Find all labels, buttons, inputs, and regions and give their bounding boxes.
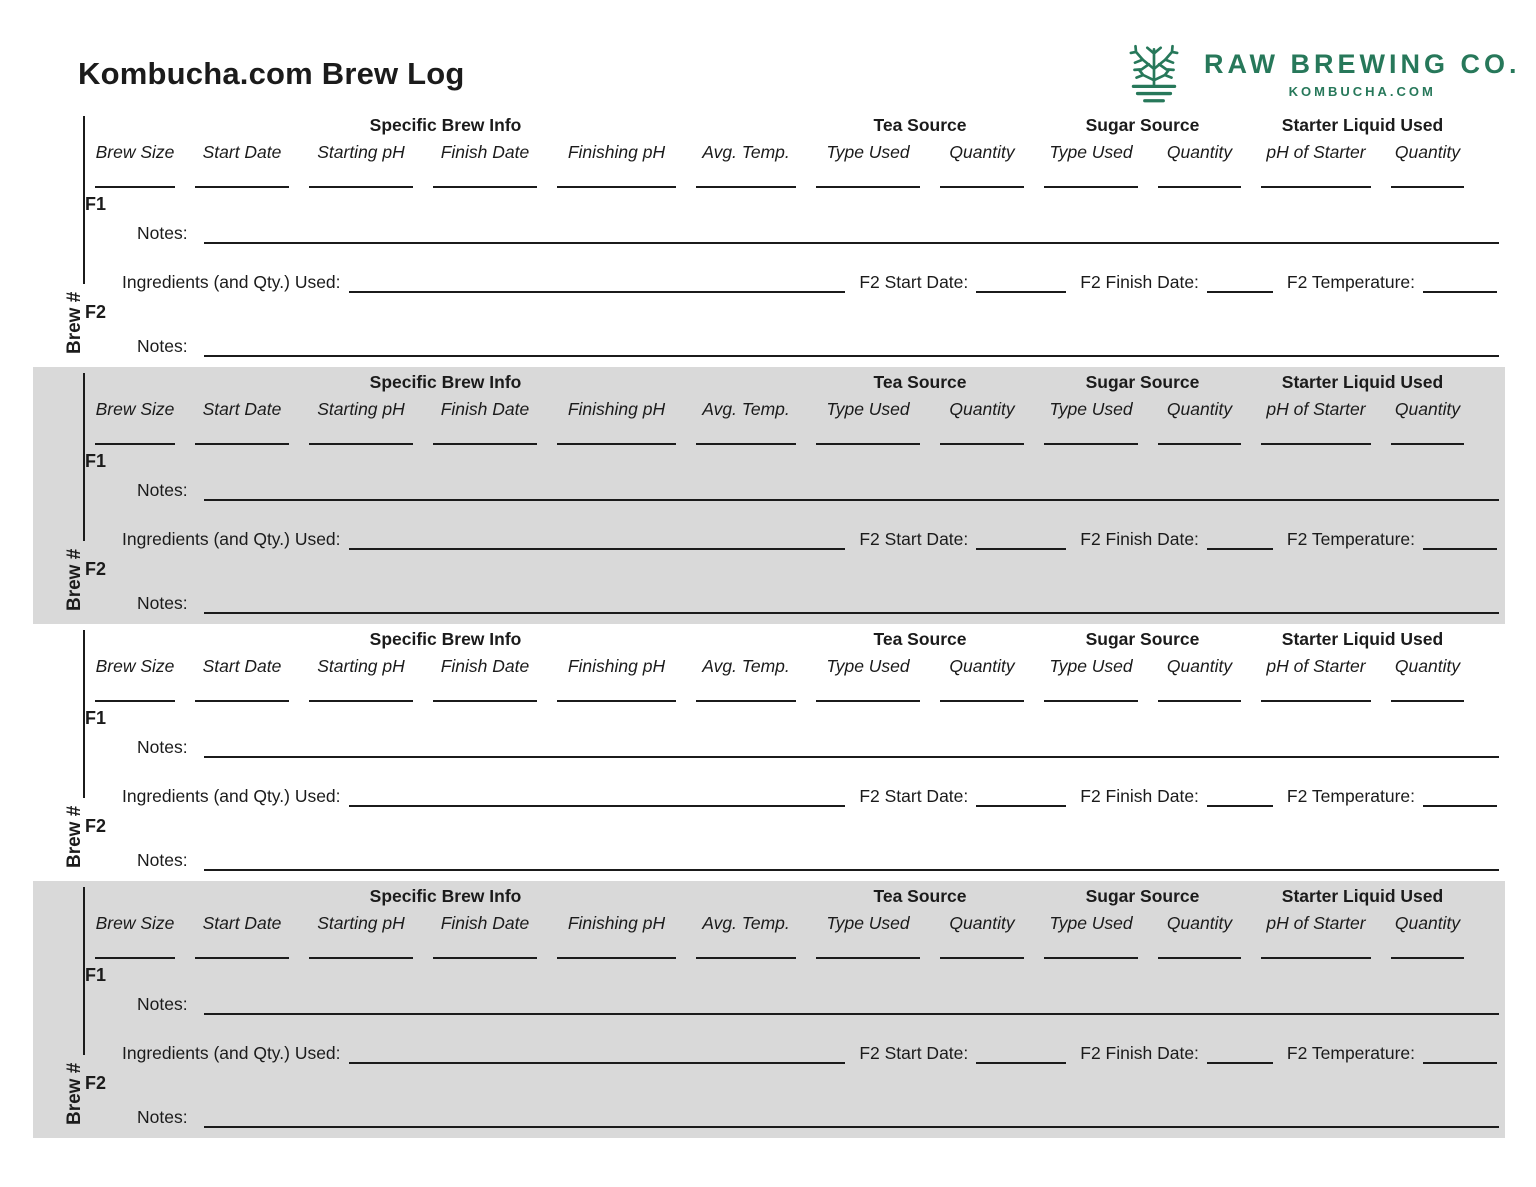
f1-blanks-row: [85, 180, 1505, 188]
f1-notes-blank-line: [204, 1013, 1499, 1015]
blank-ph-of-starter: [1261, 180, 1371, 188]
ingredients-blank-line: [349, 548, 846, 550]
blank-sugar-type-used: [1044, 951, 1138, 959]
blank-starter-quantity: [1391, 180, 1464, 188]
f2-notes-blank-line: [204, 1126, 1499, 1128]
brew-number-label: Brew #: [64, 291, 85, 354]
blank-starting-ph: [309, 180, 413, 188]
f2-finish-date-label: F2 Finish Date:: [1080, 786, 1199, 806]
blank-tea-quantity: [940, 180, 1024, 188]
blank-finish-date: [433, 437, 537, 445]
group-header-sugar-source: Sugar Source: [1085, 372, 1200, 392]
ingredients-blank-line: [349, 1062, 846, 1064]
blank-sugar-quantity: [1158, 180, 1241, 188]
col-header-avg-temp: Avg. Temp.: [702, 656, 790, 676]
brew-sections: [0, 110, 1536, 1138]
blank-starter-quantity: [1391, 694, 1464, 702]
blank-ph-of-starter: [1261, 951, 1371, 959]
blank-avg-temp: [696, 951, 796, 959]
col-header-ph-of-starter: pH of Starter: [1266, 656, 1366, 676]
f2-notes-label: Notes:: [137, 850, 188, 870]
col-header-tea-quantity: Quantity: [949, 142, 1015, 162]
blank-finish-date: [433, 951, 537, 959]
f1-blanks-row: [85, 437, 1505, 445]
group-header-starter-liquid-used: Starter Liquid Used: [1281, 115, 1444, 135]
col-header-sugar-type-used: Type Used: [1049, 913, 1133, 933]
f1-notes-blank-line: [204, 756, 1499, 758]
blank-tea-type-used: [816, 437, 920, 445]
f2-notes-row: [137, 1102, 1499, 1128]
col-header-brew-size: Brew Size: [95, 142, 175, 162]
f1-notes-blank-line: [204, 242, 1499, 244]
f2-temperature-label: F2 Temperature:: [1286, 272, 1415, 292]
f2-info-row: [122, 524, 1497, 550]
tree-in-circle-icon: [1120, 38, 1188, 110]
brew-section-3: [33, 624, 1505, 881]
blank-tea-type-used: [816, 694, 920, 702]
blank-tea-quantity: [940, 694, 1024, 702]
col-header-starter-quantity: Quantity: [1394, 142, 1461, 162]
blank-finishing-ph: [557, 180, 676, 188]
group-header-specific-brew-info: Specific Brew Info: [369, 629, 522, 649]
group-header-starter-liquid-used: Starter Liquid Used: [1281, 629, 1444, 649]
f2-notes-row: [137, 845, 1499, 871]
col-header-finish-date: Finish Date: [440, 656, 530, 676]
col-header-tea-type-used: Type Used: [826, 656, 910, 676]
column-header-row: [85, 142, 1505, 163]
logo-company-name: RAW BREWING CO.: [1204, 49, 1521, 79]
group-header-tea-source: Tea Source: [873, 886, 967, 906]
col-header-sugar-type-used: Type Used: [1049, 656, 1133, 676]
f2-notes-label: Notes:: [137, 593, 188, 613]
col-header-starting-ph: Starting pH: [317, 656, 405, 676]
group-header-tea-source: Tea Source: [873, 115, 967, 135]
col-header-finish-date: Finish Date: [440, 142, 530, 162]
ingredients-blank-line: [349, 805, 846, 807]
blank-starting-ph: [309, 437, 413, 445]
f2-label: F2: [85, 1073, 107, 1093]
f2-start-date-label: F2 Start Date:: [859, 529, 969, 549]
group-header-row: [85, 372, 1505, 393]
brew-section-2: [33, 367, 1505, 624]
col-header-tea-type-used: Type Used: [826, 399, 910, 419]
col-header-sugar-quantity: Quantity: [1166, 142, 1233, 162]
col-header-tea-type-used: Type Used: [826, 913, 910, 933]
col-header-sugar-type-used: Type Used: [1049, 399, 1133, 419]
ingredients-label: Ingredients (and Qty.) Used:: [122, 1043, 341, 1063]
blank-avg-temp: [696, 694, 796, 702]
group-header-tea-source: Tea Source: [873, 629, 967, 649]
blank-brew-size: [95, 180, 175, 188]
col-header-avg-temp: Avg. Temp.: [702, 142, 790, 162]
blank-finish-date: [433, 694, 537, 702]
f2-finish-date-label: F2 Finish Date:: [1080, 1043, 1199, 1063]
col-header-ph-of-starter: pH of Starter: [1266, 913, 1366, 933]
group-header-starter-liquid-used: Starter Liquid Used: [1281, 372, 1444, 392]
blank-sugar-type-used: [1044, 180, 1138, 188]
blank-finishing-ph: [557, 437, 676, 445]
blank-sugar-type-used: [1044, 437, 1138, 445]
col-header-ph-of-starter: pH of Starter: [1266, 142, 1366, 162]
blank-finishing-ph: [557, 694, 676, 702]
blank-start-date: [195, 437, 289, 445]
f1-notes-row: [137, 989, 1499, 1015]
f2-start-date-blank-line: [976, 1062, 1066, 1064]
f1-notes-row: [137, 475, 1499, 501]
blank-tea-quantity: [940, 437, 1024, 445]
brew-number-label: Brew #: [64, 548, 85, 611]
f1-notes-row: [137, 732, 1499, 758]
col-header-starter-quantity: Quantity: [1394, 399, 1461, 419]
f2-notes-row: [137, 588, 1499, 614]
f1-label: F1: [85, 965, 107, 985]
blank-start-date: [195, 951, 289, 959]
f2-finish-date-blank-line: [1207, 1062, 1273, 1064]
f2-temperature-label: F2 Temperature:: [1286, 786, 1415, 806]
group-header-sugar-source: Sugar Source: [1085, 629, 1200, 649]
col-header-finish-date: Finish Date: [440, 399, 530, 419]
column-header-row: [85, 913, 1505, 934]
blank-tea-type-used: [816, 180, 920, 188]
f2-notes-blank-line: [204, 612, 1499, 614]
f1-label: F1: [85, 708, 107, 728]
page-header: [0, 0, 1536, 110]
blank-sugar-quantity: [1158, 694, 1241, 702]
blank-ph-of-starter: [1261, 694, 1371, 702]
f2-finish-date-label: F2 Finish Date:: [1080, 529, 1199, 549]
col-header-finishing-ph: Finishing pH: [567, 142, 666, 162]
brew-section-1: [33, 110, 1505, 367]
f2-info-row: [122, 267, 1497, 293]
f2-notes-blank-line: [204, 869, 1499, 871]
col-header-ph-of-starter: pH of Starter: [1266, 399, 1366, 419]
group-header-tea-source: Tea Source: [873, 372, 967, 392]
f1-notes-label: Notes:: [137, 737, 188, 757]
blank-tea-type-used: [816, 951, 920, 959]
col-header-starting-ph: Starting pH: [317, 142, 405, 162]
f2-finish-date-blank-line: [1207, 291, 1273, 293]
col-header-avg-temp: Avg. Temp.: [702, 913, 790, 933]
f2-finish-date-blank-line: [1207, 548, 1273, 550]
col-header-start-date: Start Date: [202, 656, 282, 676]
f1-notes-label: Notes:: [137, 994, 188, 1014]
group-header-row: [85, 629, 1505, 650]
col-header-starter-quantity: Quantity: [1394, 913, 1461, 933]
col-header-finish-date: Finish Date: [440, 913, 530, 933]
blank-start-date: [195, 694, 289, 702]
blank-starting-ph: [309, 694, 413, 702]
group-header-specific-brew-info: Specific Brew Info: [369, 886, 522, 906]
f2-temperature-blank-line: [1423, 291, 1497, 293]
f2-finish-date-blank-line: [1207, 805, 1273, 807]
column-header-row: [85, 656, 1505, 677]
f1-notes-row: [137, 218, 1499, 244]
blank-starter-quantity: [1391, 951, 1464, 959]
f2-start-date-label: F2 Start Date:: [859, 1043, 969, 1063]
col-header-start-date: Start Date: [202, 142, 282, 162]
f1-blanks-row: [85, 951, 1505, 959]
col-header-tea-quantity: Quantity: [949, 913, 1015, 933]
f1-label: F1: [85, 451, 107, 471]
blank-sugar-quantity: [1158, 951, 1241, 959]
f2-temperature-blank-line: [1423, 548, 1497, 550]
f2-temperature-label: F2 Temperature:: [1286, 529, 1415, 549]
blank-starting-ph: [309, 951, 413, 959]
f2-start-date-label: F2 Start Date:: [859, 272, 969, 292]
f2-temperature-label: F2 Temperature:: [1286, 1043, 1415, 1063]
f2-notes-blank-line: [204, 355, 1499, 357]
blank-finishing-ph: [557, 951, 676, 959]
f2-start-date-label: F2 Start Date:: [859, 786, 969, 806]
brew-section-4: [33, 881, 1505, 1138]
col-header-brew-size: Brew Size: [95, 656, 175, 676]
group-header-sugar-source: Sugar Source: [1085, 886, 1200, 906]
blank-brew-size: [95, 694, 175, 702]
raw-brewing-logo: [1120, 38, 1521, 110]
blank-finish-date: [433, 180, 537, 188]
blank-start-date: [195, 180, 289, 188]
col-header-sugar-type-used: Type Used: [1049, 142, 1133, 162]
blank-starter-quantity: [1391, 437, 1464, 445]
blank-brew-size: [95, 437, 175, 445]
col-header-brew-size: Brew Size: [95, 913, 175, 933]
blank-avg-temp: [696, 180, 796, 188]
ingredients-blank-line: [349, 291, 846, 293]
group-header-row: [85, 115, 1505, 136]
blank-sugar-quantity: [1158, 437, 1241, 445]
f2-label: F2: [85, 302, 107, 322]
f1-notes-label: Notes:: [137, 480, 188, 500]
col-header-tea-quantity: Quantity: [949, 399, 1015, 419]
f2-temperature-blank-line: [1423, 1062, 1497, 1064]
col-header-sugar-quantity: Quantity: [1166, 399, 1233, 419]
f2-start-date-blank-line: [976, 548, 1066, 550]
f2-notes-row: [137, 331, 1499, 357]
group-header-sugar-source: Sugar Source: [1085, 115, 1200, 135]
f1-label: F1: [85, 194, 107, 214]
col-header-starting-ph: Starting pH: [317, 913, 405, 933]
f2-temperature-blank-line: [1423, 805, 1497, 807]
group-header-specific-brew-info: Specific Brew Info: [369, 372, 522, 392]
col-header-sugar-quantity: Quantity: [1166, 656, 1233, 676]
col-header-start-date: Start Date: [202, 913, 282, 933]
group-header-starter-liquid-used: Starter Liquid Used: [1281, 886, 1444, 906]
col-header-tea-type-used: Type Used: [826, 142, 910, 162]
ingredients-label: Ingredients (and Qty.) Used:: [122, 272, 341, 292]
f2-finish-date-label: F2 Finish Date:: [1080, 272, 1199, 292]
col-header-sugar-quantity: Quantity: [1166, 913, 1233, 933]
col-header-finishing-ph: Finishing pH: [567, 913, 666, 933]
blank-brew-size: [95, 951, 175, 959]
ingredients-label: Ingredients (and Qty.) Used:: [122, 786, 341, 806]
blank-tea-quantity: [940, 951, 1024, 959]
col-header-finishing-ph: Finishing pH: [567, 399, 666, 419]
f1-blanks-row: [85, 694, 1505, 702]
blank-avg-temp: [696, 437, 796, 445]
logo-text: [1204, 49, 1521, 99]
brew-number-label: Brew #: [64, 1062, 85, 1125]
col-header-starting-ph: Starting pH: [317, 399, 405, 419]
f2-start-date-blank-line: [976, 291, 1066, 293]
col-header-starter-quantity: Quantity: [1394, 656, 1461, 676]
col-header-finishing-ph: Finishing pH: [567, 656, 666, 676]
f2-notes-label: Notes:: [137, 1107, 188, 1127]
column-header-row: [85, 399, 1505, 420]
f2-info-row: [122, 1038, 1497, 1064]
logo-website: KOMBUCHA.COM: [1288, 84, 1436, 99]
f1-notes-label: Notes:: [137, 223, 188, 243]
col-header-tea-quantity: Quantity: [949, 656, 1015, 676]
blank-sugar-type-used: [1044, 694, 1138, 702]
page-title: Kombucha.com Brew Log: [78, 56, 465, 91]
f2-info-row: [122, 781, 1497, 807]
ingredients-label: Ingredients (and Qty.) Used:: [122, 529, 341, 549]
f2-start-date-blank-line: [976, 805, 1066, 807]
brew-number-label: Brew #: [64, 805, 85, 868]
blank-ph-of-starter: [1261, 437, 1371, 445]
f2-notes-label: Notes:: [137, 336, 188, 356]
col-header-brew-size: Brew Size: [95, 399, 175, 419]
col-header-start-date: Start Date: [202, 399, 282, 419]
f2-label: F2: [85, 559, 107, 579]
col-header-avg-temp: Avg. Temp.: [702, 399, 790, 419]
f2-label: F2: [85, 816, 107, 836]
group-header-specific-brew-info: Specific Brew Info: [369, 115, 522, 135]
f1-notes-blank-line: [204, 499, 1499, 501]
group-header-row: [85, 886, 1505, 907]
